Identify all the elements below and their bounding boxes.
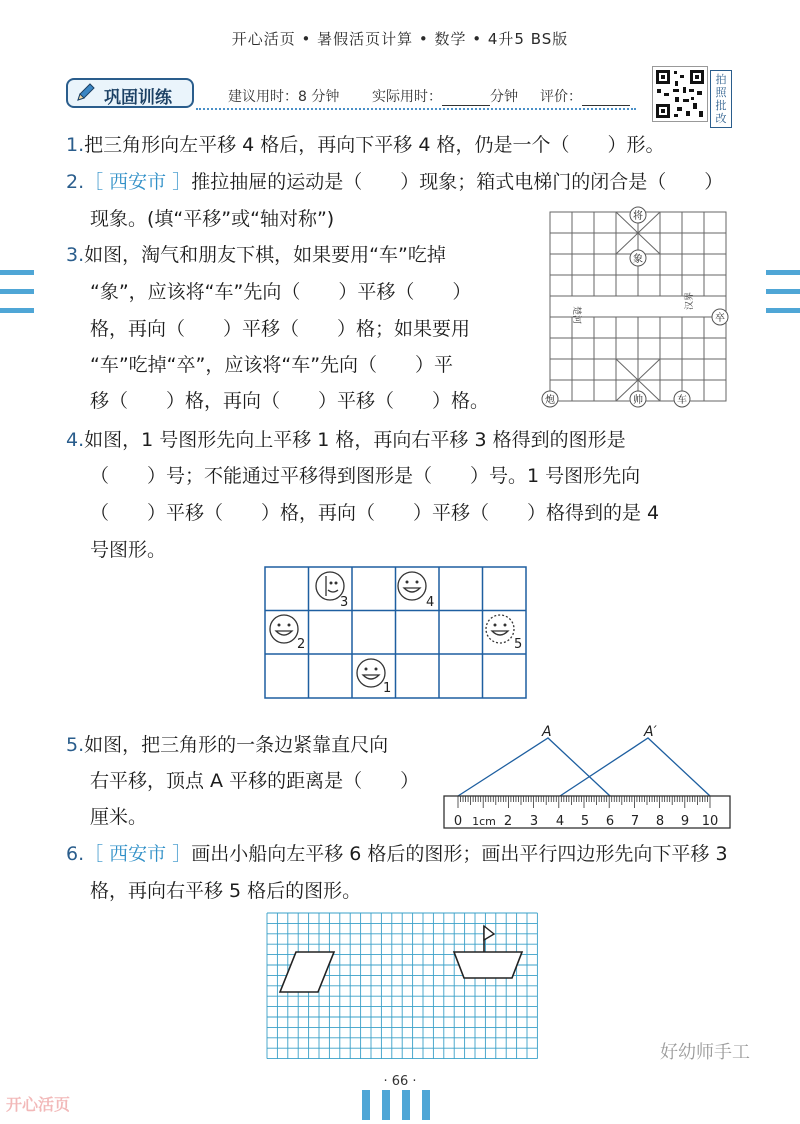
ruler-tick-label-2: 2 xyxy=(503,814,513,829)
right-binding-bars xyxy=(766,270,800,327)
question-2 xyxy=(66,167,723,194)
question-3 xyxy=(66,240,446,267)
question-6 xyxy=(66,839,728,866)
question-1-number: 1. xyxy=(66,134,85,156)
actual-time-blank[interactable] xyxy=(442,91,490,106)
question-3-line-3: 格，再向（ ）平移（ ）格；如果要用 xyxy=(90,318,471,340)
vertex-a-label: A xyxy=(542,724,552,740)
vertex-a-prime-label: A′ xyxy=(644,724,657,740)
triangle-original xyxy=(458,738,610,796)
qr-code-icon[interactable] xyxy=(652,66,708,122)
svg-text:3: 3 xyxy=(340,595,349,610)
watermark-text: 好幼师手工 xyxy=(660,1042,750,1063)
question-4-number: 4. xyxy=(66,429,85,451)
bottom-logo: 开心活页 xyxy=(6,1095,71,1114)
svg-text:炮: 炮 xyxy=(545,395,555,406)
question-6-line-2: 格，再向右平移 5 格后的图形。 xyxy=(90,880,362,902)
ruler-tick-label-9: 9 xyxy=(680,814,690,829)
question-1 xyxy=(66,130,664,157)
header-divider xyxy=(196,108,636,110)
svg-text:5: 5 xyxy=(514,637,523,652)
eval-blank[interactable] xyxy=(582,91,630,106)
svg-text:2: 2 xyxy=(297,637,306,652)
ruler-tick-label-3: 3 xyxy=(529,814,539,829)
svg-text:卒: 卒 xyxy=(715,313,725,324)
svg-text:帅: 帅 xyxy=(633,395,643,406)
chess-piece-jiang xyxy=(630,207,646,223)
ruler-tick-label-10: 10 xyxy=(701,814,719,829)
ruler-tick-label-6: 6 xyxy=(605,814,615,829)
suggested-time: 建议用时：8 分钟 xyxy=(228,89,340,105)
river-right-label: 汉界 xyxy=(685,291,695,310)
ruler-tick-label-8: 8 xyxy=(655,814,665,829)
svg-text:象: 象 xyxy=(633,254,643,265)
svg-text:将: 将 xyxy=(633,211,643,222)
question-5-line-3: 厘米。 xyxy=(90,806,148,828)
question-5 xyxy=(66,730,388,757)
left-binding-bars xyxy=(0,270,34,327)
question-4-line-3: （ ）平移（ ）格，再向（ ）平移（ ）格得到的是 4 xyxy=(90,502,660,524)
svg-text:4: 4 xyxy=(426,595,435,610)
section-title: 巩固训练 xyxy=(104,88,172,108)
smiley-shape-3 xyxy=(316,572,348,610)
drawing-grid[interactable] xyxy=(266,912,538,1060)
question-4 xyxy=(66,425,626,452)
question-3-line-5: 移（ ）格，再向（ ）平移（ ）格。 xyxy=(90,390,490,412)
page-number: · 66 · xyxy=(383,1074,417,1089)
question-4-line-2: （ ）号；不能通过平移得到图形是（ ）号。1 号图形先向 xyxy=(90,465,641,487)
chess-piece-pao xyxy=(542,391,558,407)
question-1-text: 把三角形向左平移 4 格后，再向下平移 4 格，仍是一个（ ）形。 xyxy=(84,134,665,156)
photo-grading-label: 拍 照 批 改 xyxy=(710,70,732,128)
smiley-shape-4 xyxy=(398,572,434,610)
page-header-title: 开心活页 • 暑假活页计算 • 数学 • 4升5 BS版 xyxy=(231,30,569,48)
question-5-line-2: 右平移，顶点 A 平移的距离是（ ） xyxy=(90,770,420,792)
question-4-line-4: 号图形。 xyxy=(90,539,167,561)
actual-time-unit: 分钟 xyxy=(490,89,518,105)
question-2-line-1: 推拉抽屉的运动是（ ）现象；箱式电梯门的闭合是（ ） xyxy=(191,171,724,193)
ruler-tick-label-1cm: 1cm xyxy=(472,815,496,828)
smiley-shape-2 xyxy=(270,615,305,652)
ruler-tick-label-0: 0 xyxy=(453,814,463,829)
ruler-tick-label-7: 7 xyxy=(630,814,640,829)
question-5-line-1: 如图，把三角形的一条边紧靠直尺向 xyxy=(84,734,389,756)
question-6-region-tag: ［ 西安市 ］ xyxy=(84,843,192,865)
question-4-line-1: 如图，1 号图形先向上平移 1 格，再向右平移 3 格得到的图形是 xyxy=(84,429,626,451)
actual-time-label: 实际用时： xyxy=(372,89,442,105)
smiley-shape-5 xyxy=(486,615,522,652)
ruler-tick-label-5: 5 xyxy=(580,814,590,829)
question-6-line-1: 画出小船向左平移 6 格后的图形；画出平行四边形先向下平移 3 xyxy=(191,843,728,865)
chess-board xyxy=(538,202,734,412)
question-2-number: 2. xyxy=(66,171,85,193)
question-2-region-tag: ［ 西安市 ］ xyxy=(84,171,192,193)
question-3-line-2: “象”，应该将“车”先向（ ）平移（ ） xyxy=(90,281,472,303)
question-6-number: 6. xyxy=(66,843,85,865)
svg-text:车: 车 xyxy=(677,395,687,406)
question-2-line-2: 现象。(填“平移”或“轴对称”) xyxy=(90,208,335,230)
triangle-translated xyxy=(560,738,710,796)
svg-text:1: 1 xyxy=(383,681,392,696)
smiley-grid xyxy=(264,566,528,700)
chess-piece-zu xyxy=(712,309,728,325)
question-3-line-4: “车”吃掉“卒”，应该将“车”先向（ ）平 xyxy=(90,354,454,376)
river-left-label: 楚河 xyxy=(571,306,581,325)
question-3-line-1: 如图，淘气和朋友下棋，如果要用“车”吃掉 xyxy=(84,244,446,266)
ruler-tick-label-4: 4 xyxy=(555,814,565,829)
eval-label: 评价： xyxy=(540,89,582,105)
ruler-diagram xyxy=(440,724,734,832)
question-5-number: 5. xyxy=(66,734,85,756)
question-3-number: 3. xyxy=(66,244,85,266)
smiley-shape-1 xyxy=(357,659,391,696)
footer-bars xyxy=(362,1090,442,1124)
chess-piece-che xyxy=(674,391,690,407)
chess-piece-shuai xyxy=(630,391,646,407)
chess-piece-xiang xyxy=(630,250,646,266)
pencil-icon xyxy=(74,82,98,104)
